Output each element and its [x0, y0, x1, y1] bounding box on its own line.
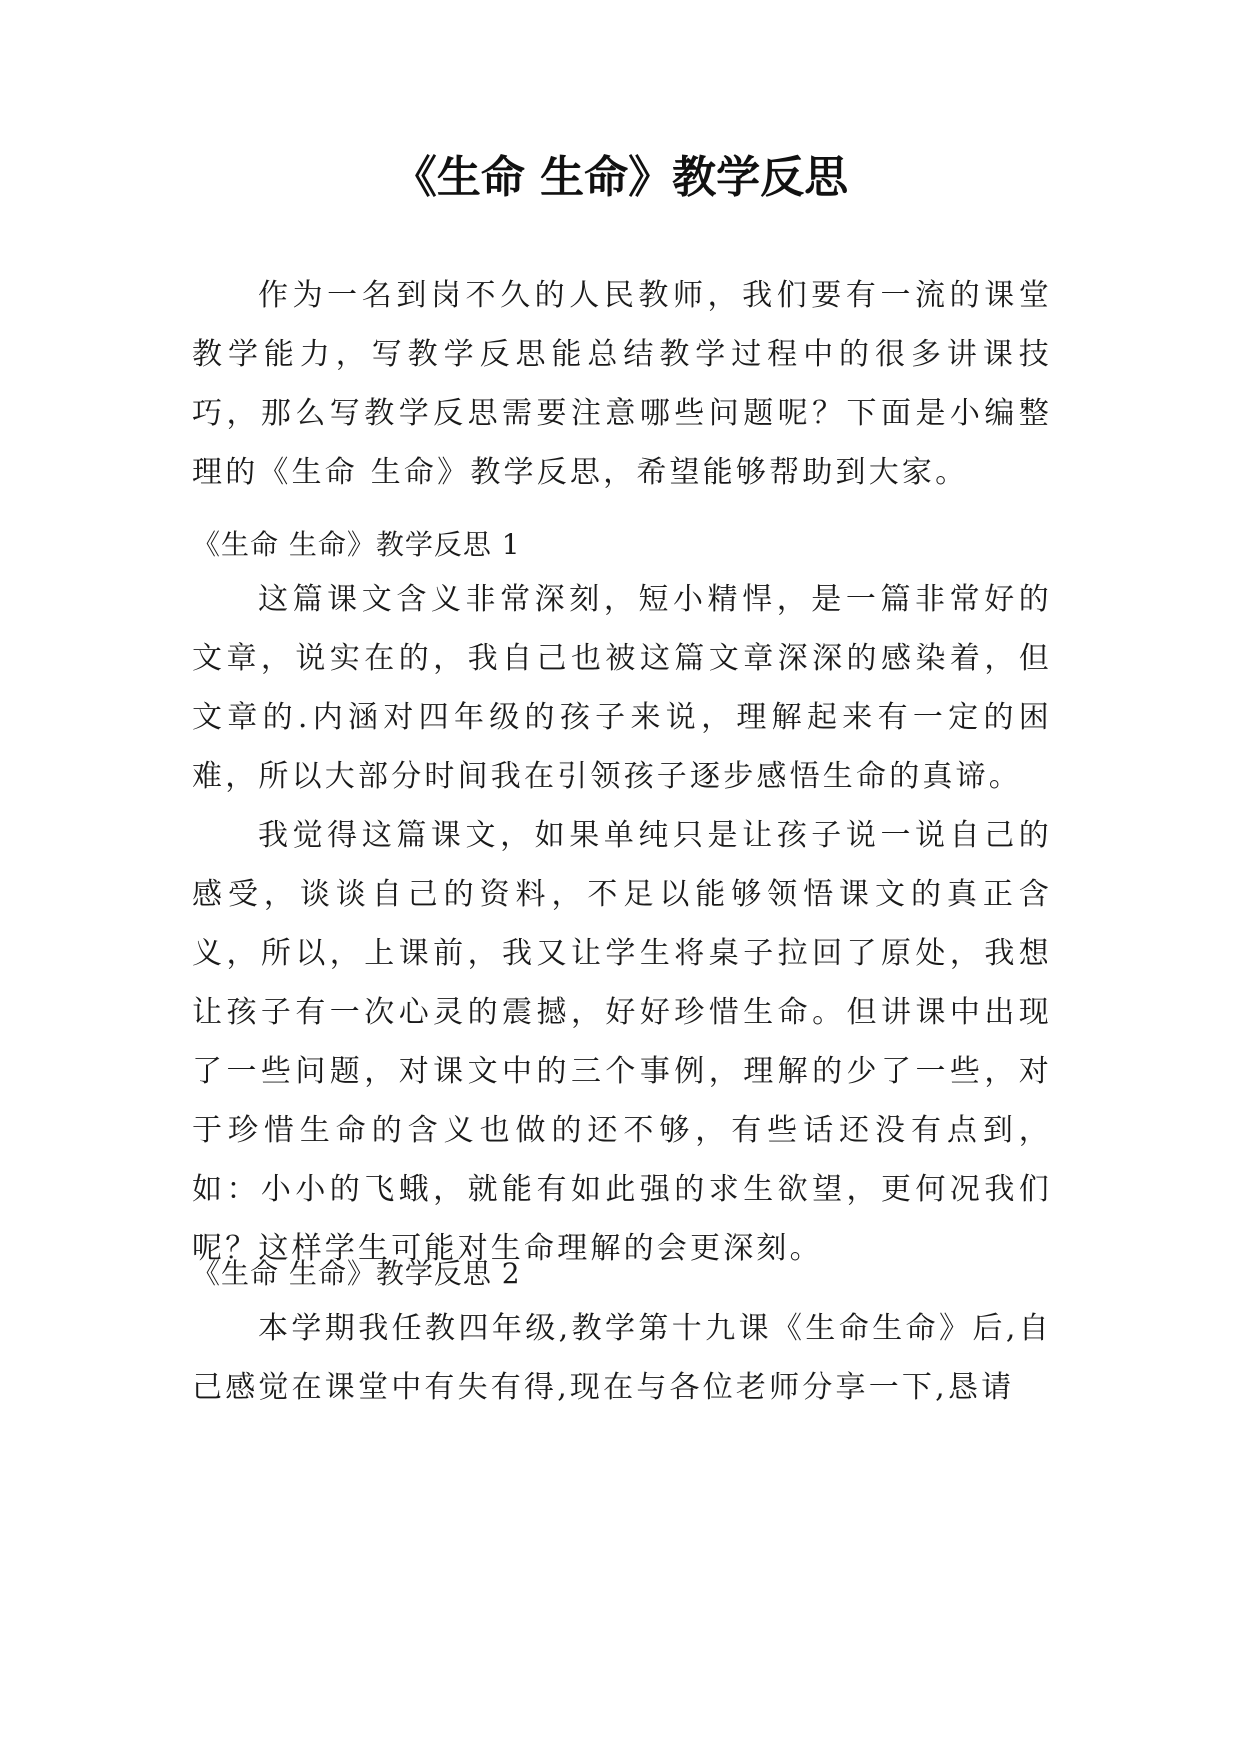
document-title: 《生命 生命》教学反思 — [392, 152, 849, 203]
section-heading-1: 《生命 生命》教学反思 1 — [192, 528, 521, 561]
section-1-paragraph-2: 我觉得这篇课文，如果单纯只是让孩子说一说自己的感受，谈谈自己的资料，不足以能够领悟课文的真正含义，所以，上课前，我又让学生将桌子拉回了原处，我想让孩子有一次心灵的震撼，好好珍惜生命。但讲课中出现了一些问题，对课文中的三个事例，理解的少了一些，对于珍惜生命的含义也做的还不够，有些话还没有点到，如：小小的飞蛾，就能有如此强的求生欲望，更何况我们呢？这样学生可能对生命理解的会更深刻。 — [192, 818, 1052, 1266]
section-heading-2: 《生命 生命》教学反思 2 — [192, 1257, 521, 1290]
section-1-paragraph-1: 这篇课文含义非常深刻，短小精悍，是一篇非常好的文章，说实在的，我自己也被这篇文章深深的感染着，但文章的.内涵对四年级的孩子来说，理解起来有一定的困难，所以大部分时间我在引领孩子逐步感悟生命的真谛。 — [192, 582, 1052, 794]
intro-paragraph: 作为一名到岗不久的人民教师，我们要有一流的课堂教学能力，写教学反思能总结教学过程中的很多讲课技巧，那么写教学反思需要注意哪些问题呢？下面是小编整理的《生命 生命》教学反思，希望能够帮助到大家。 — [192, 278, 1052, 490]
section-2-paragraph-1: 本学期我任教四年级,教学第十九课《生命生命》后,自己感觉在课堂中有失有得,现在与各位老师分享一下,恳请 — [192, 1311, 1052, 1405]
